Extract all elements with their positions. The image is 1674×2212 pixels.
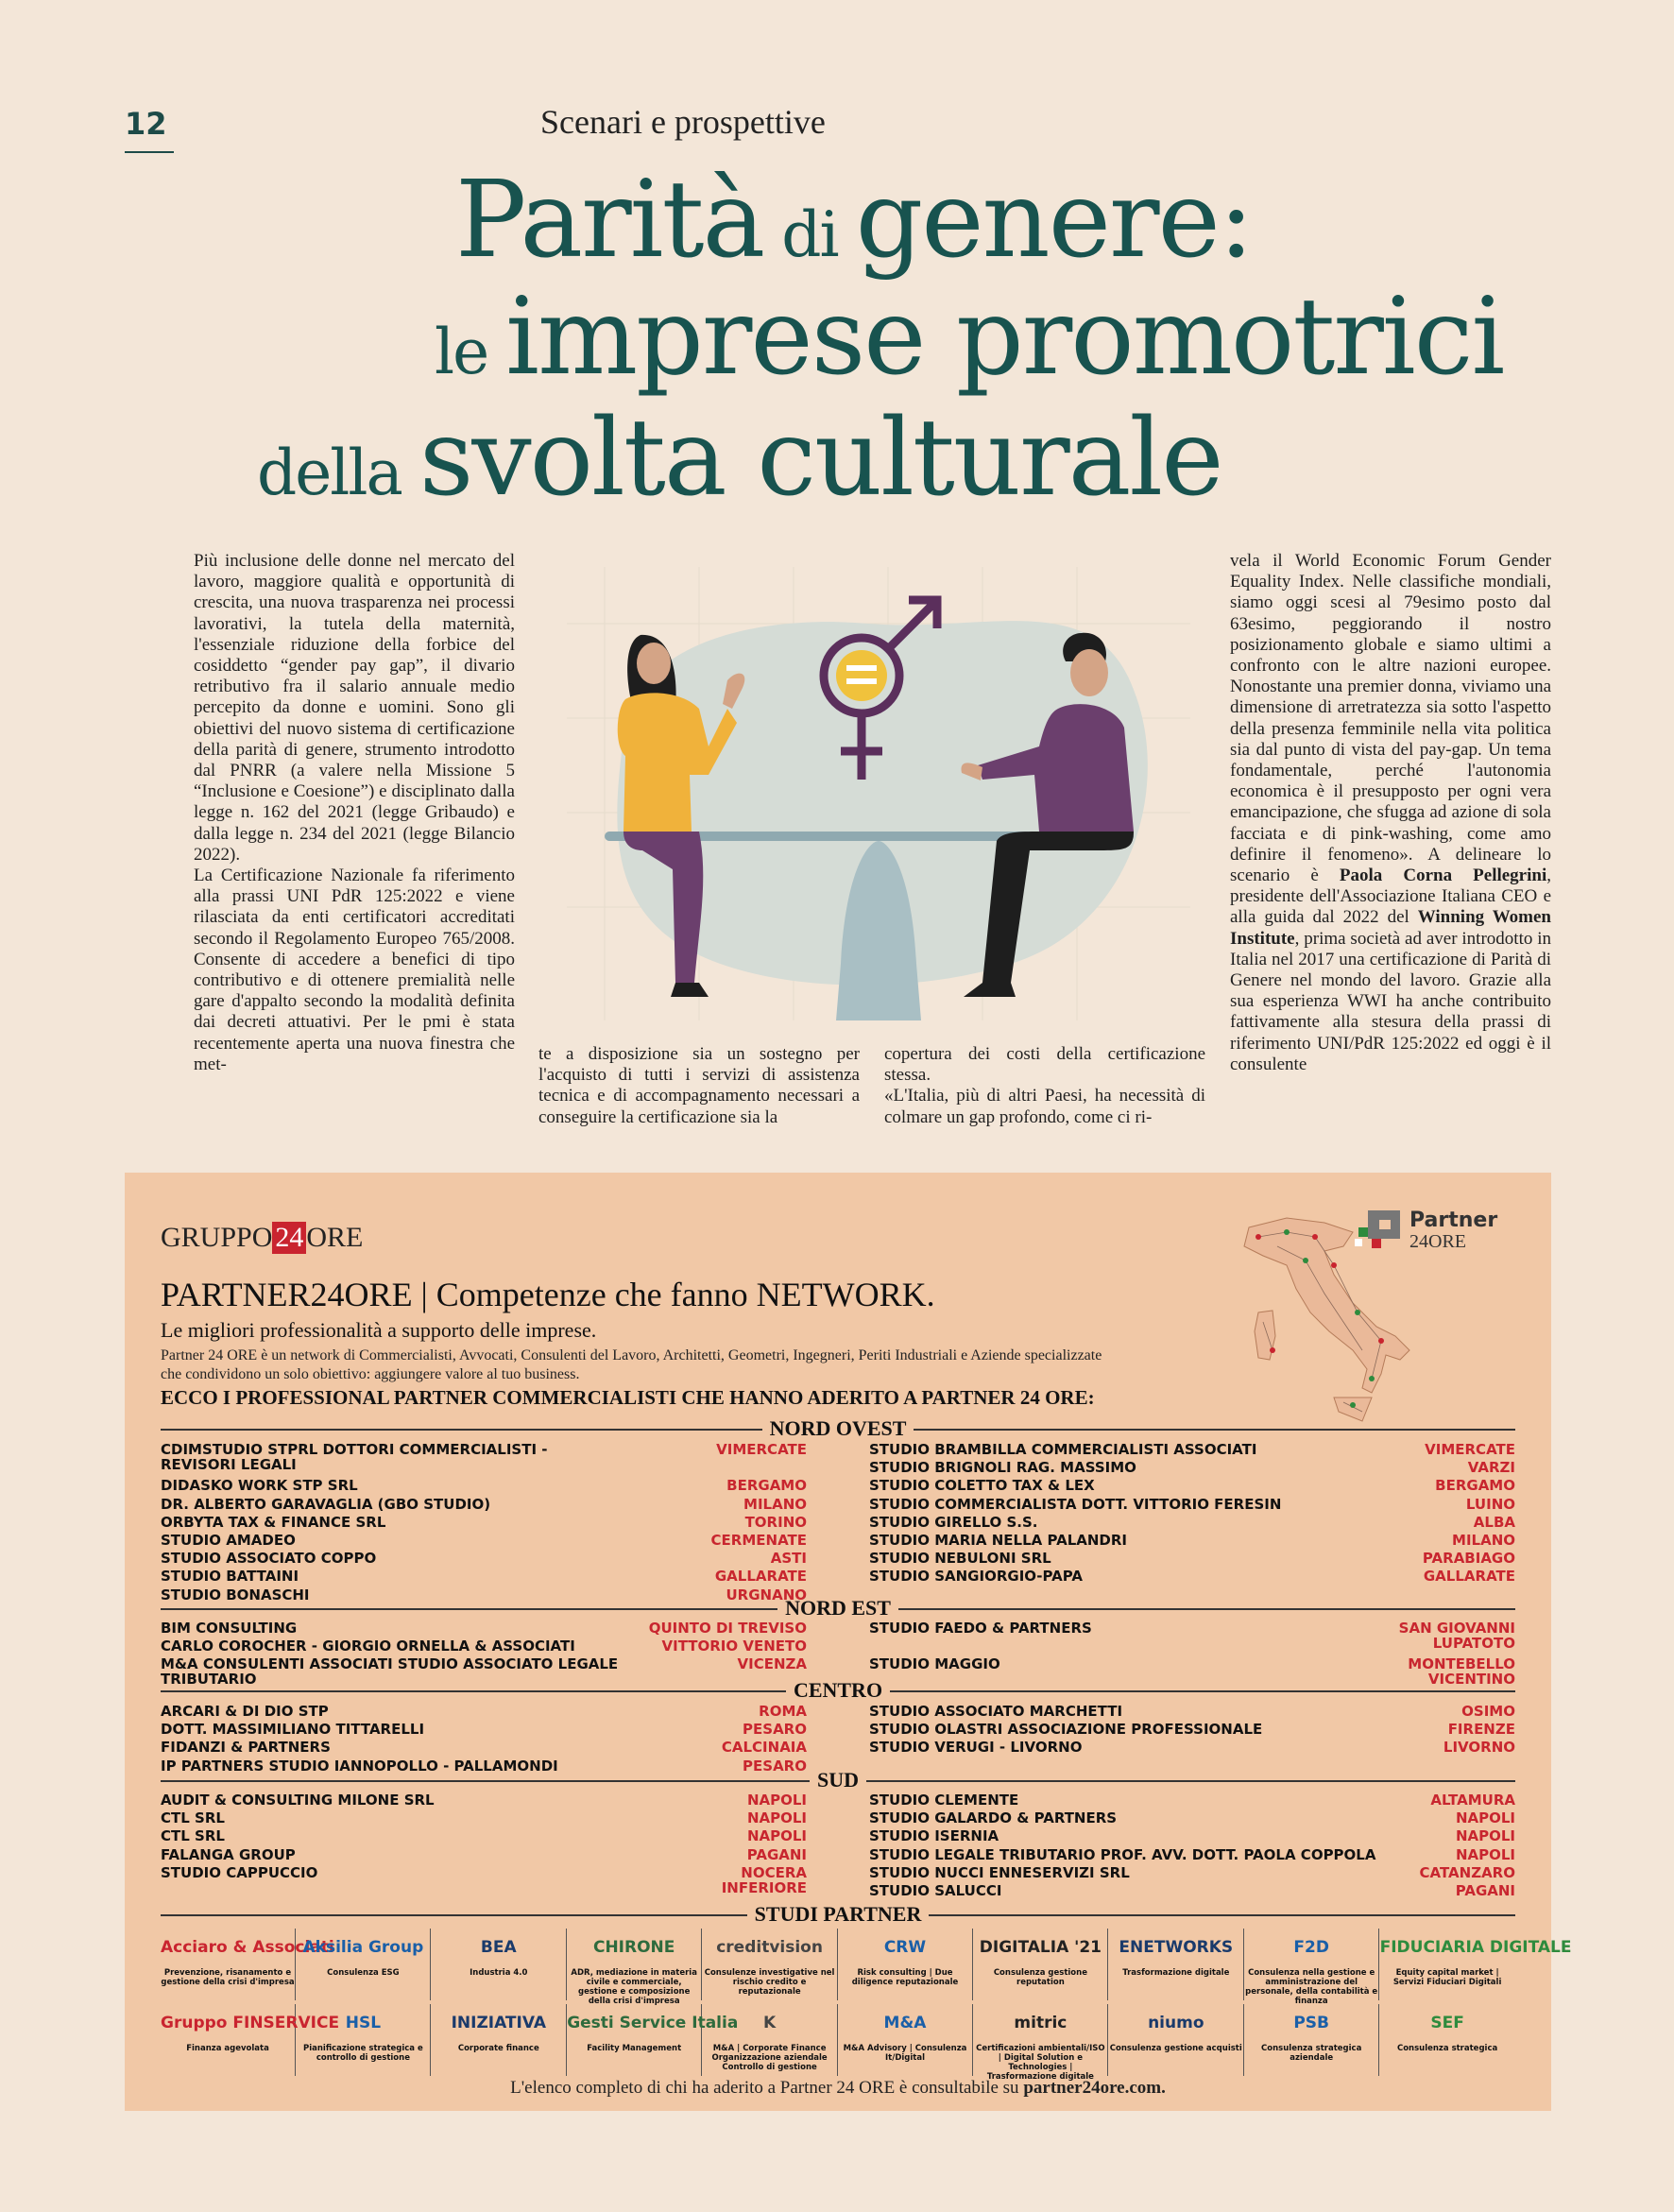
partner-city: CERMENATE [710, 1532, 807, 1549]
partner-name: STUDIO CAPPUCCIO [161, 1863, 318, 1881]
partner-logo-name: niumo [1148, 2014, 1204, 2032]
partner-logo-cell [296, 2004, 431, 2076]
partner-logo-cell [567, 1929, 702, 2006]
partner-city: PAGANI [746, 1845, 807, 1863]
page-number: 12 [125, 106, 167, 142]
partner-city: BERGAMO [1435, 1477, 1515, 1495]
partner-name: STUDIO GALARDO & PARTNERS [869, 1809, 1118, 1827]
partner-city: CATANZARO [1419, 1863, 1515, 1881]
partner-name: STUDIO BRIGNOLI RAG. MASSIMO [869, 1459, 1136, 1477]
partner-city: ASTI [770, 1550, 807, 1568]
partner-name: STUDIO SANGIORGIO-PAPA [869, 1568, 1083, 1586]
partner-city: GALLARATE [1423, 1568, 1515, 1586]
article-column-2 [538, 1044, 860, 1128]
partner-logo-name: creditvision [716, 1938, 823, 1957]
headline-line-2: le imprese promotrici [435, 276, 1504, 399]
partner-city: FIRENZE [1447, 1721, 1515, 1739]
partner-logo-name: M&A [883, 2014, 927, 2032]
partner-city: VARZI [1467, 1459, 1515, 1477]
partner-city: NAPOLI [746, 1827, 807, 1845]
partner-name: DOTT. MASSIMILIANO TITTARELLI [161, 1721, 425, 1739]
partner-name: STUDIO ASSOCIATO COPPO [161, 1550, 377, 1568]
partner-city: PESARO [743, 1721, 807, 1739]
partner-city: ALBA [1473, 1513, 1515, 1531]
partner-logo-cell [161, 1929, 334, 2000]
partner-logo-cell [432, 1929, 567, 2000]
partner24ore-logo: Partner 24ORE [1355, 1210, 1515, 1258]
partner-name: DIDASKO WORK STP SRL [161, 1477, 358, 1495]
article-paragraph: copertura dei costi della certificazione stessa. [884, 1044, 1205, 1086]
partner-logo-name: FIDUCIARIA DIGITALE [1379, 1938, 1572, 1957]
studi-partner-logos [161, 1929, 1572, 2082]
partner-logo-cell [973, 2004, 1108, 2082]
partner-name: ARCARI & DI DIO STP [161, 1703, 329, 1720]
partner-city: MILANO [1452, 1532, 1515, 1549]
partner-name: STUDIO NUCCI ENNESERVIZI SRL [869, 1863, 1130, 1881]
partner-city: NAPOLI [746, 1809, 807, 1827]
partner-name: STUDIO BATTAINI [161, 1568, 299, 1586]
partner-logo-name: mitric [1014, 2014, 1068, 2032]
partner-name: STUDIO NEBULONI SRL [869, 1550, 1051, 1568]
partner-name: M&A CONSULENTI ASSOCIATI STUDIO ASSOCIATO LEGALE TRIBUTARIO [161, 1655, 619, 1689]
italy-map-icon [1221, 1209, 1419, 1435]
partner-logo-name: Gesti Service Italia [567, 2014, 739, 2032]
region-title-nord-est: NORD EST [125, 1596, 1551, 1620]
partner-logo-caption: Risk consulting | Due diligence reputazionale [851, 1968, 959, 1987]
partner-logo-caption: Certificazioni ambientali/ISO | Digital Solution e Technologies | Trasformazione digitale [976, 2044, 1105, 2082]
partner-logo-name: PSB [1293, 2014, 1330, 2032]
partner-logo-name: F2D [1293, 1938, 1329, 1957]
article-column-1 [194, 551, 515, 1137]
partner-logo-caption: Consulenza gestione acquisti [1109, 2044, 1242, 2053]
partner-city: NAPOLI [746, 1792, 807, 1809]
partner-name: ORBYTA TAX & FINANCE SRL [161, 1513, 386, 1531]
partner-logo-cell [838, 2004, 973, 2076]
partner-name: CTL SRL [161, 1809, 225, 1827]
partner-logo-name: Gruppo FINSERVICE [161, 2014, 340, 2032]
partner-name: FALANGA GROUP [161, 1845, 296, 1863]
partner-logo-caption: Consulenza ESG [327, 1968, 400, 1978]
partner-logo-name: ENETWORKS [1119, 1938, 1234, 1957]
partner-logo-name: INIZIATIVA [451, 2014, 547, 2032]
partner-city: NAPOLI [1455, 1809, 1515, 1827]
partner-logo-caption: Consulenza nella gestione e amministrazione del personale, della contabilità e finanza [1245, 1968, 1378, 2006]
partner-name: STUDIO MAGGIO [869, 1655, 1000, 1673]
partner-city: VIMERCATE [716, 1441, 807, 1458]
article-paragraph: te a disposizione sia un sostegno per l'acquisto di tutti i servizi di assistenza tecnica e di accompagnamento necessari a conseguire la certificazione sia la [538, 1044, 860, 1127]
partner-city: ALTAMURA [1430, 1792, 1515, 1809]
partner-city: SAN GIOVANNI LUPATOTO [1398, 1620, 1515, 1652]
article-paragraph: vela il World Economic Forum Gender Equality Index. Nelle classifiche mondiali, siamo oggi scesi al 79esimo posto dal 63esimo, peggiorando il nostro posizionamento globale e siamo ultimi a confronto con le altre nazioni europee. Nonostante una premier donna, viviamo una dimensione di arretratezza sia sotto l'aspetto della presenza femminile nella vita politica sia dal punto di vista del pay-gap. Un tema fondamentale, perché l'autonomia economica è il presupposto per ogni vera emancipazione, che sfugga ad azione di sola facciata e di pink-washing, come amo definire il fenomeno». A delineare lo scenario è Paola Corna Pellegrini, presidente dell'Associazione Italiana CEO e alla guida dal 2022 del Winning Women Institute, prima società ad aver introdotto in Italia nel 2017 una certificazione di Parità di Genere nel mondo del lavoro. Grazie alla sua esperienza WWI ha anche contribuito fattivamente alla stesura della prassi di riferimento UNI/PdR 125:2022 ed oggi è il consulente [1230, 551, 1551, 1074]
gruppo24ore-logo: GRUPPO 24 ORE [161, 1222, 364, 1253]
partner-logo-name: HSL [345, 2014, 382, 2032]
article-paragraph: La Certificazione Nazionale fa riferimento alla prassi UNI PdR 125:2022 e viene rilasciata da enti certificatori accreditati secondo il Regolamento Europeo 765/2008. Consente di accedere a benefici di tipo contributivo e di ottenere premialità nelle gare d'appalto secondo la modalità definita dai decreti attuativi. Per le pmi è stata recentemente aperta una nuova finestra che met- [194, 866, 515, 1074]
partner-name: CARLO COROCHER - GIORGIO ORNELLA & ASSOCIATI [161, 1638, 575, 1655]
partner-name: AUDIT & CONSULTING MILONE SRL [161, 1792, 435, 1809]
partner-name: STUDIO AMADEO [161, 1532, 296, 1549]
partner-name: STUDIO GIRELLO S.S. [869, 1513, 1038, 1531]
partner-logo-cell [1109, 2004, 1244, 2076]
partner-name: STUDIO FAEDO & PARTNERS [869, 1620, 1092, 1637]
partner-name: STUDIO LEGALE TRIBUTARIO PROF. AVV. DOTT. PAOLA COPPOLA [869, 1845, 1376, 1863]
partner-city: LUINO [1465, 1495, 1515, 1513]
partner-logo-caption: ADR, mediazione in materia civile e commerciale, gestione e composizione della crisi d'impresa [571, 1968, 697, 2006]
partner-city: PESARO [743, 1757, 807, 1775]
partner-logo-cell [1244, 1929, 1379, 2006]
partner-city: VICENZA [737, 1655, 807, 1673]
partner-name: STUDIO COMMERCIALISTA DOTT. VITTORIO FERESIN [869, 1495, 1282, 1513]
partner-name: STUDIO BRAMBILLA COMMERCIALISTI ASSOCIATI [869, 1441, 1257, 1458]
partner-name: STUDIO BONASCHI [161, 1586, 310, 1603]
article-paragraph: «L'Italia, più di altri Paesi, ha necessità di colmare un gap profondo, come ci ri- [884, 1086, 1205, 1127]
partner-name: STUDIO OLASTRI ASSOCIAZIONE PROFESSIONALE [869, 1721, 1263, 1739]
partner24ore-advertisement [125, 1173, 1572, 2111]
partner-logo-cell [703, 1929, 838, 2000]
partner-logo-cell [567, 2004, 739, 2076]
partner-logo-cell [838, 1929, 973, 2000]
partner-name: STUDIO CLEMENTE [869, 1792, 1019, 1809]
partner-logo-name: CHIRONE [592, 1938, 675, 1957]
partner-city: PARABIAGO [1422, 1550, 1515, 1568]
partner-logo-caption: Consulenza strategica [1396, 2044, 1498, 2053]
headline-line-3: della svolta culturale [257, 397, 1222, 520]
partner-logo-name: K [763, 2014, 777, 2032]
ad-subtitle: Le migliori professionalità a supporto delle imprese. [161, 1318, 597, 1342]
partner-logo-cell [703, 2004, 838, 2076]
partner-logo-caption: Equity capital market | Servizi Fiduciari Digitali [1392, 1968, 1502, 1987]
partner-logo-cell [1380, 2004, 1515, 2076]
partner-name: BIM CONSULTING [161, 1620, 298, 1637]
article-column-4 [1230, 551, 1551, 1137]
partner-logo-name: DIGITALIA '21 [979, 1938, 1102, 1957]
partner-logo-caption: Corporate finance [457, 2044, 539, 2053]
article-paragraph: Più inclusione delle donne nel mercato del lavoro, maggiore qualità e opportunità di crescita, una nuova trasparenza nei processi lavorativi, la tutela della maternità, l'essenziale riduzione della forbice del cosiddetto “gender pay gap”, il divario retributivo fra il salario annuale medio percepito da donne e uomini. Sono gli obiettivi del nuovo sistema di certificazione della parità di genere, strumento introdotto dal PNRR (a valere nella Missione 5 “Inclusione e Coesione”) e disciplinato dalla legge n. 162 del 2021 (legge Gribaudo) e dalla legge n. 234 del 2021 (legge Bilancio 2022). [194, 551, 515, 865]
partner-city: TORINO [744, 1513, 807, 1531]
partner-logo-cell [161, 2004, 340, 2076]
partner-logo-caption: Trasformazione digitale [1122, 1968, 1230, 1978]
partner-logo-name: SEF [1430, 2014, 1464, 2032]
partner-city: OSIMO [1461, 1703, 1515, 1720]
region-title-nord-ovest: NORD OVEST [125, 1416, 1551, 1441]
partner-city: NAPOLI [1455, 1845, 1515, 1863]
partner-city: QUINTO DI TREVISO [648, 1620, 807, 1637]
partner-logo-cell [1109, 1929, 1244, 2000]
partner-city: VIMERCATE [1425, 1441, 1515, 1458]
partner-logo-caption: Consulenza gestione reputation [993, 1968, 1087, 1987]
partner-logo-cell [973, 1929, 1108, 2000]
partner-logo-name: BEA [480, 1938, 517, 1957]
partner-city: VITTORIO VENETO [661, 1638, 807, 1655]
partner-city: ROMA [759, 1703, 807, 1720]
partner-logo-caption: Facility Management [587, 2044, 682, 2053]
partner-logo-cell [1379, 1929, 1572, 2000]
partner-city: NOCERA INFERIORE [721, 1863, 807, 1896]
partner-logo-caption: Consulenze investigative nel rischio credito e reputazionale [704, 1968, 835, 1997]
partner-logo-caption: M&A Advisory | Consulenza It/Digital [843, 2044, 967, 2063]
partner-city: NAPOLI [1455, 1827, 1515, 1845]
studi-partner-title: STUDI PARTNER [125, 1902, 1551, 1927]
partner-city: CALCINAIA [721, 1739, 807, 1757]
gender-equality-illustration [567, 567, 1190, 1020]
partner-name: CTL SRL [161, 1827, 225, 1845]
article-column-3 [884, 1044, 1205, 1128]
partner-name: STUDIO VERUGI - LIVORNO [869, 1739, 1083, 1757]
partner-name: FIDANZI & PARTNERS [161, 1739, 331, 1757]
partner-name: STUDIO COLETTO TAX & LEX [869, 1477, 1095, 1495]
ad-body: Partner 24 ORE è un network di Commercialisti, Avvocati, Consulenti del Lavoro, Architetti, Geometri, Ingegneri, Periti Industriali e Aziende specializzate che condividono un solo obiettivo: aggiungere valore al tuo business. [161, 1347, 1102, 1382]
partner-city: MONTEBELLO VICENTINO [1408, 1655, 1515, 1689]
partner-logo-name: CRW [883, 1938, 927, 1957]
ad-footer-note: L'elenco completo di chi ha aderito a Partner 24 ORE è consultabile su partner24ore.com. [510, 2078, 1166, 2098]
partner-logo-caption: Prevenzione, risanamento e gestione della crisi d'impresa [161, 1968, 295, 1987]
partner-city: LIVORNO [1443, 1739, 1515, 1757]
partner-name: STUDIO ISERNIA [869, 1827, 999, 1845]
partner-logo-cell [432, 2004, 567, 2076]
ad-list-header: ECCO I PROFESSIONAL PARTNER COMMERCIALISTI CHE HANNO ADERITO A PARTNER 24 ORE: [161, 1386, 1095, 1409]
partner-city: PAGANI [1455, 1882, 1515, 1899]
region-title-centro: CENTRO [125, 1678, 1551, 1703]
partner-logo-caption: Pianificazione strategica e controllo di gestione [303, 2044, 423, 2063]
partner-logo-caption: M&A | Corporate Finance Organizzazione aziendale Controllo di gestione [711, 2044, 828, 2072]
headline-line-1: Parità di genere: [455, 159, 1253, 282]
partner-logo-caption: Finanza agevolata [186, 2044, 269, 2053]
partner-name: IP PARTNERS STUDIO IANNOPOLLO - PALLAMONDI [161, 1757, 558, 1775]
partner-name: CDIMSTUDIO STPRL DOTTORI COMMERCIALISTI - REVISORI LEGALI [161, 1441, 548, 1473]
partner-city: MILANO [743, 1495, 807, 1513]
partner-logo-caption: Industria 4.0 [470, 1968, 528, 1978]
partner-name: STUDIO ASSOCIATO MARCHETTI [869, 1703, 1123, 1720]
ad-title: PARTNER24ORE | Competenze che fanno NETWORK. [161, 1276, 935, 1313]
partner-name: STUDIO MARIA NELLA PALANDRI [869, 1532, 1127, 1549]
partner-name: STUDIO SALUCCI [869, 1882, 1002, 1899]
partner-city: BERGAMO [726, 1477, 807, 1495]
partner-logo-name: Acciaro & Associati [161, 1938, 334, 1957]
partner-logo-name: Aksilia Group [302, 1938, 424, 1957]
partner-city: GALLARATE [714, 1568, 807, 1586]
section-title: Scenari e prospettive [540, 103, 826, 141]
partner-logo-cell [296, 1929, 431, 2000]
page-number-rule [125, 151, 174, 153]
partner-logo-cell [1244, 2004, 1379, 2076]
partner-city: URGNANO [726, 1586, 807, 1603]
region-title-sud: SUD [125, 1768, 1551, 1792]
partner-name: DR. ALBERTO GARAVAGLIA (GBO STUDIO) [161, 1495, 491, 1513]
partner-logo-caption: Consulenza strategica aziendale [1261, 2044, 1362, 2063]
